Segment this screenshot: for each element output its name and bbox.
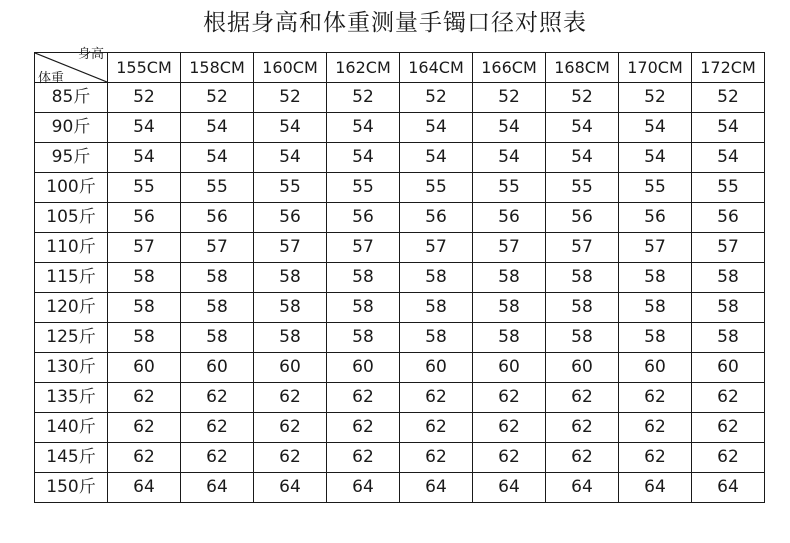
bracelet-size-cell: 58: [327, 293, 400, 323]
weight-cell: 145斤: [35, 443, 108, 473]
bracelet-size-cell: 54: [400, 113, 473, 143]
bracelet-size-cell: 54: [619, 113, 692, 143]
bracelet-size-cell: 58: [473, 263, 546, 293]
bracelet-size-cell: 58: [546, 293, 619, 323]
bracelet-size-cell: 57: [400, 233, 473, 263]
bracelet-size-cell: 62: [254, 383, 327, 413]
bracelet-size-cell: 60: [181, 353, 254, 383]
bracelet-size-cell: 58: [181, 323, 254, 353]
weight-axis-label: 体重: [38, 71, 65, 86]
table-row: [35, 443, 765, 473]
bracelet-size-cell: 62: [108, 443, 181, 473]
weight-cell: 130斤: [35, 353, 108, 383]
bracelet-size-cell: 57: [181, 233, 254, 263]
bracelet-size-cell: 56: [546, 203, 619, 233]
bracelet-size-cell: 57: [546, 233, 619, 263]
bracelet-size-cell: 60: [254, 353, 327, 383]
bracelet-size-cell: 55: [473, 173, 546, 203]
height-header-cell: 160CM: [254, 53, 327, 83]
bracelet-size-cell: 52: [254, 83, 327, 113]
bracelet-size-cell: 62: [473, 413, 546, 443]
weight-cell: 135斤: [35, 383, 108, 413]
bracelet-size-cell: 54: [692, 113, 765, 143]
bracelet-size-cell: 58: [619, 293, 692, 323]
table-body: [35, 83, 765, 503]
bracelet-size-cell: 57: [108, 233, 181, 263]
bracelet-size-cell: 54: [473, 143, 546, 173]
bracelet-size-cell: 56: [473, 203, 546, 233]
bracelet-size-cell: 58: [546, 323, 619, 353]
bracelet-size-cell: 58: [692, 323, 765, 353]
bracelet-size-cell: 58: [619, 323, 692, 353]
weight-cell: 120斤: [35, 293, 108, 323]
bracelet-size-cell: 62: [619, 443, 692, 473]
bracelet-size-cell: 62: [181, 383, 254, 413]
bracelet-size-cell: 58: [400, 263, 473, 293]
bracelet-size-cell: 56: [254, 203, 327, 233]
table-row: [35, 233, 765, 263]
bracelet-size-cell: 58: [473, 293, 546, 323]
bracelet-size-cell: 57: [327, 233, 400, 263]
bracelet-size-cell: 62: [400, 413, 473, 443]
table-row: [35, 113, 765, 143]
bracelet-size-cell: 58: [473, 323, 546, 353]
bracelet-size-cell: 52: [619, 83, 692, 113]
bracelet-size-cell: 64: [327, 473, 400, 503]
bracelet-size-cell: 56: [692, 203, 765, 233]
bracelet-size-cell: 58: [327, 263, 400, 293]
table-row: [35, 293, 765, 323]
bracelet-size-cell: 60: [473, 353, 546, 383]
bracelet-size-cell: 60: [327, 353, 400, 383]
bracelet-size-cell: 62: [473, 383, 546, 413]
height-header-cell: 158CM: [181, 53, 254, 83]
bracelet-size-cell: 58: [327, 323, 400, 353]
bracelet-size-cell: 64: [692, 473, 765, 503]
bracelet-size-cell: 60: [108, 353, 181, 383]
bracelet-size-cell: 58: [108, 263, 181, 293]
bracelet-size-cell: 55: [546, 173, 619, 203]
bracelet-size-cell: 62: [400, 383, 473, 413]
height-header-cell: 155CM: [108, 53, 181, 83]
bracelet-size-cell: 54: [546, 143, 619, 173]
table-row: [35, 143, 765, 173]
bracelet-size-cell: 54: [619, 143, 692, 173]
bracelet-size-cell: 64: [473, 473, 546, 503]
bracelet-size-cell: 64: [181, 473, 254, 503]
bracelet-size-cell: 58: [254, 293, 327, 323]
table-row: [35, 353, 765, 383]
bracelet-size-cell: 64: [254, 473, 327, 503]
weight-cell: 105斤: [35, 203, 108, 233]
height-header-cell: 170CM: [619, 53, 692, 83]
bracelet-size-cell: 62: [327, 413, 400, 443]
table-row: [35, 83, 765, 113]
bracelet-size-cell: 62: [400, 443, 473, 473]
bracelet-size-cell: 60: [546, 353, 619, 383]
bracelet-size-cell: 58: [692, 263, 765, 293]
bracelet-size-cell: 55: [181, 173, 254, 203]
table-row: [35, 473, 765, 503]
weight-cell: 85斤: [35, 83, 108, 113]
table-row: [35, 263, 765, 293]
height-header-cell: 168CM: [546, 53, 619, 83]
weight-cell: 140斤: [35, 413, 108, 443]
bracelet-size-cell: 62: [473, 443, 546, 473]
bracelet-size-cell: 64: [108, 473, 181, 503]
height-axis-label: 身高: [77, 47, 104, 62]
bracelet-size-cell: 62: [619, 383, 692, 413]
bracelet-size-cell: 58: [108, 293, 181, 323]
bracelet-size-cell: 62: [692, 443, 765, 473]
height-header-cell: 166CM: [473, 53, 546, 83]
bracelet-size-cell: 55: [254, 173, 327, 203]
bracelet-size-cell: 54: [108, 143, 181, 173]
bracelet-size-cell: 62: [108, 383, 181, 413]
bracelet-size-cell: 54: [546, 113, 619, 143]
bracelet-size-cell: 60: [692, 353, 765, 383]
bracelet-size-cell: 52: [181, 83, 254, 113]
bracelet-size-cell: 64: [619, 473, 692, 503]
bracelet-size-cell: 62: [546, 413, 619, 443]
bracelet-size-cell: 54: [108, 113, 181, 143]
bracelet-size-cell: 58: [619, 263, 692, 293]
table-row: [35, 383, 765, 413]
bracelet-size-cell: 55: [400, 173, 473, 203]
size-chart-table: [34, 47, 765, 503]
bracelet-size-cell: 52: [327, 83, 400, 113]
bracelet-size-cell: 60: [619, 353, 692, 383]
bracelet-size-cell: 62: [254, 443, 327, 473]
bracelet-size-cell: 54: [400, 143, 473, 173]
weight-cell: 115斤: [35, 263, 108, 293]
bracelet-size-cell: 54: [692, 143, 765, 173]
bracelet-size-cell: 58: [400, 293, 473, 323]
bracelet-size-cell: 54: [473, 113, 546, 143]
height-header-cell: 162CM: [327, 53, 400, 83]
page-title: 根据身高和体重测量手镯口径对照表: [203, 10, 587, 36]
bracelet-size-cell: 62: [692, 383, 765, 413]
bracelet-size-cell: 57: [473, 233, 546, 263]
header-row: [35, 53, 765, 83]
bracelet-size-cell: 54: [254, 113, 327, 143]
bracelet-size-cell: 56: [327, 203, 400, 233]
bracelet-size-cell: 58: [108, 323, 181, 353]
weight-cell: 150斤: [35, 473, 108, 503]
bracelet-size-cell: 62: [181, 413, 254, 443]
bracelet-size-cell: 62: [254, 413, 327, 443]
weight-cell: 110斤: [35, 233, 108, 263]
bracelet-size-cell: 62: [108, 413, 181, 443]
bracelet-size-cell: 52: [400, 83, 473, 113]
bracelet-size-cell: 58: [254, 323, 327, 353]
weight-cell: 125斤: [35, 323, 108, 353]
bracelet-size-cell: 62: [181, 443, 254, 473]
bracelet-size-cell: 62: [619, 413, 692, 443]
bracelet-size-cell: 62: [546, 443, 619, 473]
bracelet-size-cell: 62: [327, 443, 400, 473]
bracelet-size-cell: 55: [619, 173, 692, 203]
bracelet-size-cell: 54: [181, 113, 254, 143]
bracelet-size-cell: 56: [619, 203, 692, 233]
bracelet-size-cell: 64: [400, 473, 473, 503]
weight-cell: 90斤: [35, 113, 108, 143]
bracelet-size-cell: 54: [254, 143, 327, 173]
bracelet-size-cell: 52: [473, 83, 546, 113]
bracelet-size-cell: 54: [181, 143, 254, 173]
weight-cell: 95斤: [35, 143, 108, 173]
bracelet-size-cell: 55: [108, 173, 181, 203]
bracelet-size-cell: 58: [400, 323, 473, 353]
bracelet-size-cell: 57: [619, 233, 692, 263]
height-header-cell: 172CM: [692, 53, 765, 83]
bracelet-size-cell: 58: [692, 293, 765, 323]
table-row: [35, 323, 765, 353]
bracelet-size-cell: 55: [327, 173, 400, 203]
table-row: [35, 203, 765, 233]
bracelet-size-cell: 54: [327, 113, 400, 143]
table-row: [35, 173, 765, 203]
bracelet-size-cell: 56: [181, 203, 254, 233]
bracelet-size-cell: 55: [692, 173, 765, 203]
bracelet-size-cell: 52: [546, 83, 619, 113]
corner-header-cell: [35, 47, 108, 86]
bracelet-size-cell: 64: [546, 473, 619, 503]
bracelet-size-cell: 57: [692, 233, 765, 263]
bracelet-size-cell: 56: [108, 203, 181, 233]
bracelet-size-cell: 57: [254, 233, 327, 263]
height-header-cell: 164CM: [400, 53, 473, 83]
bracelet-size-cell: 60: [400, 353, 473, 383]
bracelet-size-cell: 58: [181, 293, 254, 323]
bracelet-size-cell: 58: [254, 263, 327, 293]
weight-cell: 100斤: [35, 173, 108, 203]
bracelet-size-cell: 58: [181, 263, 254, 293]
bracelet-size-cell: 52: [692, 83, 765, 113]
table-row: [35, 413, 765, 443]
bracelet-size-cell: 54: [327, 143, 400, 173]
bracelet-size-cell: 62: [692, 413, 765, 443]
bracelet-size-cell: 56: [400, 203, 473, 233]
bracelet-size-cell: 58: [546, 263, 619, 293]
bracelet-size-cell: 62: [546, 383, 619, 413]
bracelet-size-cell: 52: [108, 83, 181, 113]
bracelet-size-cell: 62: [327, 383, 400, 413]
